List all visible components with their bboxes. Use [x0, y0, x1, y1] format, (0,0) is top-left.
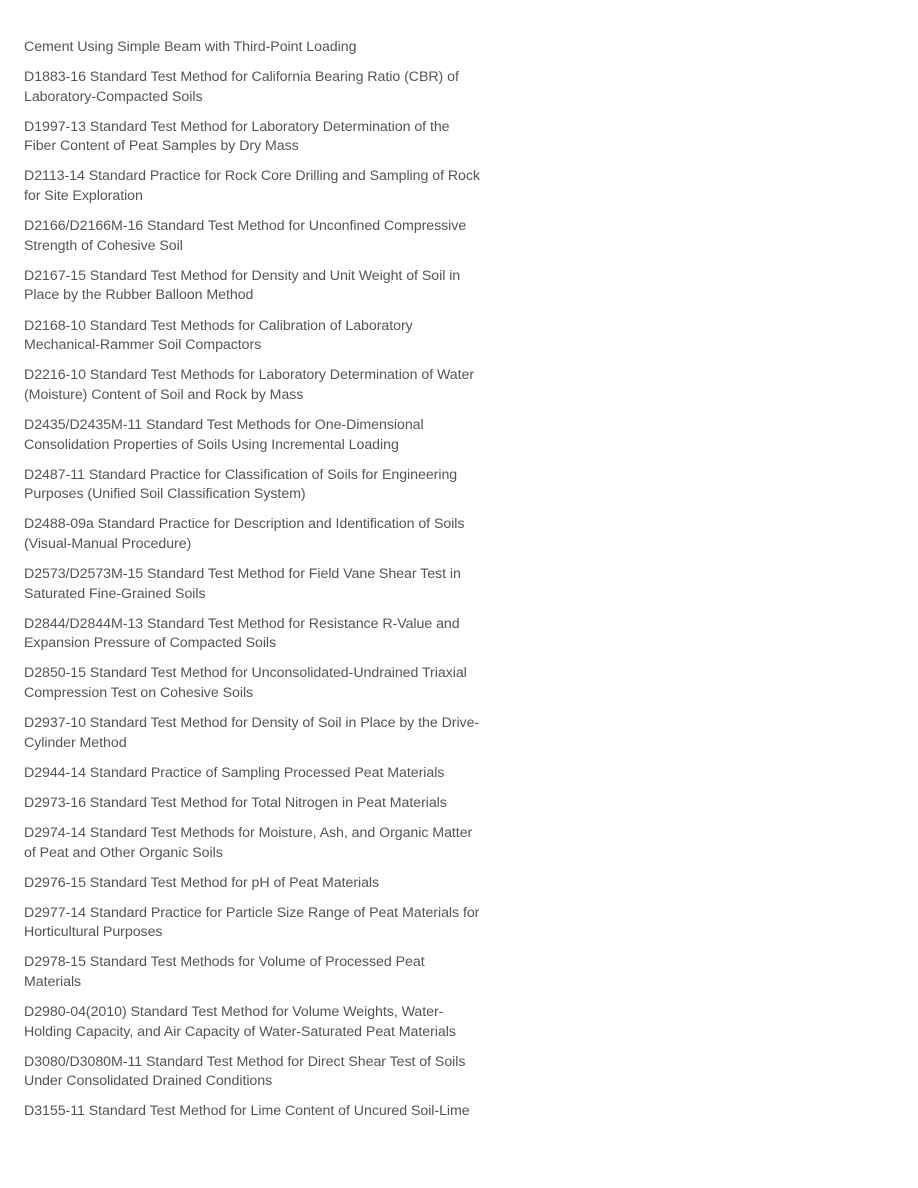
standard-entry: D2974-14 Standard Test Methods for Moisture, Ash, and Organic Matter of Peat and Other Organic Soils	[24, 824, 473, 861]
standard-entry: D2573/D2573M-15 Standard Test Method for Field Vane Shear Test in Saturated Fine-Grained Soils	[24, 565, 461, 602]
standard-entry: D2844/D2844M-13 Standard Test Method for Resistance R-Value and Expansion Pressure of Compacted Soils	[24, 615, 460, 652]
standard-entry: D1883-16 Standard Test Method for California Bearing Ratio (CBR) of Laboratory-Compacted Soils	[24, 69, 459, 105]
standard-entry: D2978-15 Standard Test Methods for Volume of Processed Peat Materials	[24, 954, 425, 990]
standard-entry: D2435/D2435M-11 Standard Test Methods for One-Dimensional Consolidation Properties of Soils Using Incremental Loading	[24, 416, 424, 453]
standard-entry: D2944-14 Standard Practice of Sampling Processed Peat Materials	[24, 764, 445, 781]
standard-entry: D2937-10 Standard Test Method for Density of Soil in Place by the Drive- Cylinder Method	[24, 715, 480, 751]
standard-entry: D2216-10 Standard Test Methods for Laboratory Determination of Water (Moisture) Content of Soil and Rock by Mass	[24, 367, 475, 403]
standard-entry: Cement Using Simple Beam with Third-Point Loading	[24, 39, 357, 55]
standard-entry: D2488-09a Standard Practice for Description and Identification of Soils (Visual-Manual Procedure)	[24, 516, 465, 552]
standard-entry: D2166/D2166M-16 Standard Test Method for Unconfined Compressive Strength of Cohesive Soil	[24, 218, 467, 254]
standard-entry: D3155-11 Standard Test Method for Lime Content of Uncured Soil-Lime	[24, 1103, 470, 1120]
standard-entry: D2980-04(2010) Standard Test Method for Volume Weights, Water- Holding Capacity, and Air Capacity of Water-Saturated Peat Materials	[24, 1004, 456, 1040]
standards-list	[24, 38, 524, 1122]
standard-entry: D2976-15 Standard Test Method for pH of Peat Materials	[24, 874, 380, 891]
standard-entry: D2977-14 Standard Practice for Particle Size Range of Peat Materials for Horticultural Purposes	[24, 904, 480, 941]
standard-entry: D2167-15 Standard Test Method for Density and Unit Weight of Soil in Place by the Rubber Balloon Method	[24, 267, 461, 304]
standard-entry: D2113-14 Standard Practice for Rock Core Drilling and Sampling of Rock for Site Exploration	[24, 168, 480, 205]
standard-entry: D2487-11 Standard Practice for Classification of Soils for Engineering Purposes (Unified Soil Classification System)	[24, 466, 458, 503]
standard-entry: D2168-10 Standard Test Methods for Calibration of Laboratory Mechanical-Rammer Soil Compactors	[24, 317, 413, 354]
standard-entry: D3080/D3080M-11 Standard Test Method for Direct Shear Test of Soils Under Consolidated Drained Conditions	[24, 1053, 466, 1090]
standard-entry: D2850-15 Standard Test Method for Unconsolidated-Undrained Triaxial Compression Test on Cohesive Soils	[24, 665, 467, 701]
standard-entry: D1997-13 Standard Test Method for Laboratory Determination of the Fiber Content of Peat Samples by Dry Mass	[24, 118, 450, 155]
standard-entry: D2973-16 Standard Test Method for Total Nitrogen in Peat Materials	[24, 794, 447, 811]
